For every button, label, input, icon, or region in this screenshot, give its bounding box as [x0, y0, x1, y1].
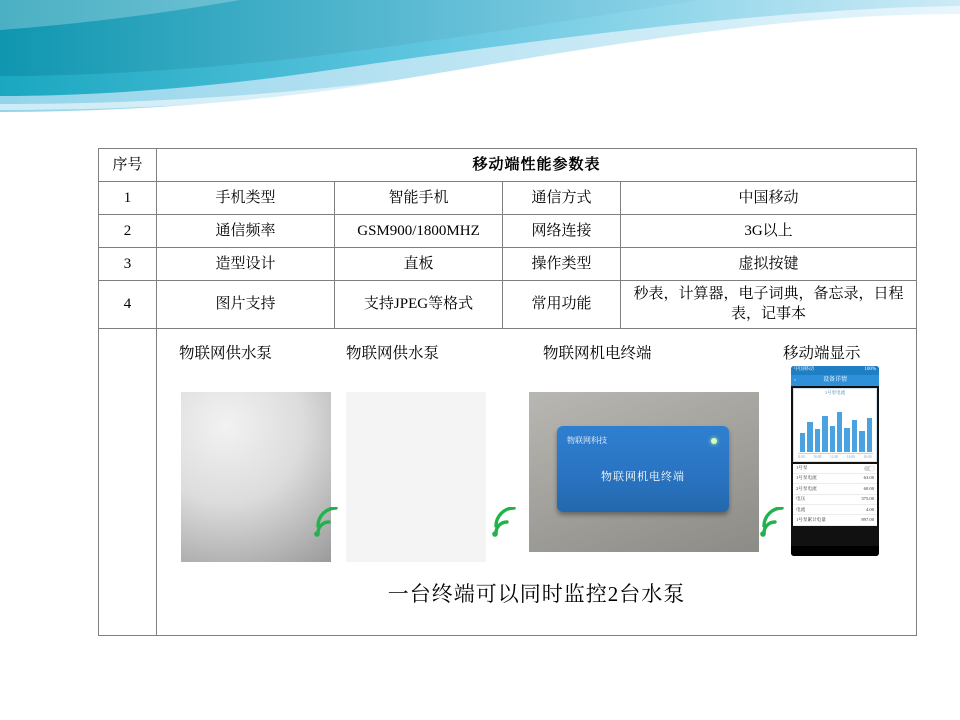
diagram-label-pump2: 物联网供水泵	[346, 344, 440, 362]
row-field-a: 通信频率	[157, 215, 335, 248]
row-field-b: 常用功能	[503, 281, 621, 329]
phone-home-bar	[791, 546, 879, 556]
row-value-a: GSM900/1800MHZ	[335, 215, 503, 248]
photo-iot-terminal	[529, 392, 759, 552]
header-no: 序号	[99, 149, 157, 182]
row-label: 电压	[796, 496, 806, 502]
photo-inline-pump	[346, 392, 486, 562]
row-label: 1号泵累计电量	[796, 516, 826, 522]
row-value: 4.00	[865, 506, 874, 512]
row-value: 375.00	[861, 496, 874, 502]
status-carrier: 中国移动	[794, 366, 815, 372]
row-value: 897.00	[861, 516, 874, 522]
table-row	[99, 248, 917, 281]
chart-x-labels	[794, 455, 876, 460]
photo-vertical-pump	[181, 392, 331, 562]
row-no: 4	[99, 281, 157, 329]
x-tick: 8:00	[798, 454, 805, 459]
row-label: 2号泵电流	[796, 485, 817, 491]
wifi-signal-icon	[313, 507, 343, 537]
table-row	[99, 182, 917, 215]
row-value: 63.00	[863, 475, 874, 481]
wifi-signal-icon	[491, 507, 521, 537]
row-value-a: 智能手机	[335, 182, 503, 215]
diagram-label-terminal: 物联网机电终端	[543, 344, 652, 362]
phone-status-bar	[791, 366, 879, 375]
list-item[interactable]	[793, 495, 877, 505]
diagram-note: 一台终端可以同时监控2台水泵	[387, 581, 686, 606]
row-no: 1	[99, 182, 157, 215]
row-field-b: 通信方式	[503, 182, 621, 215]
slide-header-decoration	[0, 0, 960, 120]
row-field-a: 图片支持	[157, 281, 335, 329]
row-field-a: 手机类型	[157, 182, 335, 215]
x-tick: 12:00	[829, 454, 839, 459]
x-tick: 10:00	[813, 454, 822, 459]
diagram-row-no	[99, 328, 157, 635]
diagram-label-mobile: 移动端显示	[783, 344, 861, 362]
row-label: 1号泵	[796, 465, 808, 471]
diagram-label-pump1: 物联网供水泵	[179, 344, 273, 362]
current-chart	[793, 388, 877, 462]
row-label: 电流	[796, 506, 806, 512]
x-tick: 16:00	[863, 454, 872, 459]
terminal-brand-label: 物联网科技	[567, 435, 607, 445]
row-value-b: 中国移动	[621, 182, 917, 215]
list-item[interactable]	[793, 464, 877, 474]
table-title: 移动端性能参数表	[157, 149, 917, 182]
back-icon[interactable]: ‹	[794, 376, 796, 383]
row-value-a: 直板	[335, 248, 503, 281]
phone-nav-bar	[791, 375, 879, 386]
row-value-b: 虚拟按键	[621, 248, 917, 281]
row-no: 2	[99, 215, 157, 248]
system-diagram	[161, 332, 912, 632]
toggle-switch[interactable]	[864, 466, 874, 471]
row-value-a: 支持JPEG等格式	[335, 281, 503, 329]
row-field-b: 网络连接	[503, 215, 621, 248]
system-diagram-cell	[157, 328, 917, 635]
wifi-signal-icon	[759, 507, 789, 537]
table-header-row	[99, 149, 917, 182]
row-value: 60.00	[863, 485, 874, 491]
status-battery: 100%	[864, 366, 876, 372]
photo-mobile-app	[791, 366, 879, 556]
row-value-b: 3G以上	[621, 215, 917, 248]
x-tick: 14:00	[846, 454, 855, 459]
row-field-a: 造型设计	[157, 248, 335, 281]
row-field-b: 操作类型	[503, 248, 621, 281]
chart-bars	[800, 405, 872, 452]
iot-terminal-device	[557, 426, 729, 512]
mobile-performance-table	[98, 148, 917, 636]
row-label: 1号泵电流	[796, 475, 817, 481]
list-item[interactable]	[793, 484, 877, 494]
row-no: 3	[99, 248, 157, 281]
list-item[interactable]	[793, 505, 877, 515]
list-item[interactable]	[793, 515, 877, 525]
diagram-row	[99, 328, 917, 635]
table-row	[99, 281, 917, 329]
chart-title: 1号泵电流	[824, 389, 846, 395]
status-led-icon	[711, 438, 717, 444]
row-value-b: 秒表，计算器，电子词典，备忘录，日程表，记事本	[621, 281, 917, 329]
list-item[interactable]	[793, 474, 877, 484]
device-parameter-list	[793, 464, 877, 526]
terminal-name-label: 物联网机电终端	[601, 470, 685, 483]
table-row	[99, 215, 917, 248]
phone-nav-title: 设备详情	[822, 376, 847, 383]
